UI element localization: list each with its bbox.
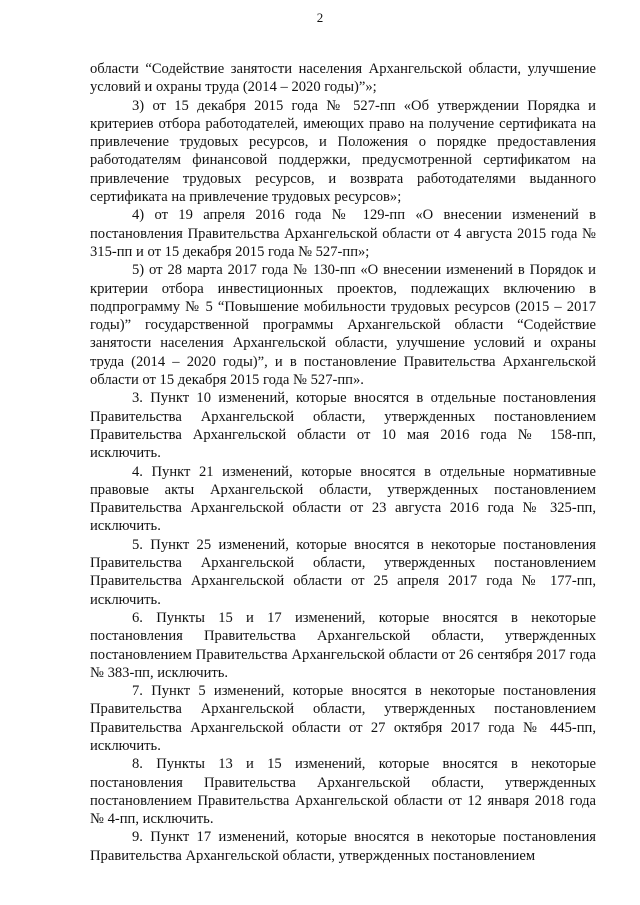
paragraph-point-5: 5. Пункт 25 изменений, которые вносятся в некоторые постановления Правительства Архангельской области, утвержденных постановлением Правительства Архангельской области от 25 апреля 2017 года № 177-пп, исключить.: [90, 536, 596, 608]
paragraph-point-3: 3. Пункт 10 изменений, которые вносятся в отдельные постановления Правительства Архангельской области, утвержденных постановлением Правительства Архангельской области от 10 мая 2016 года № 158-пп, исключить.: [90, 390, 596, 462]
paragraph-item-3: 3) от 15 декабря 2015 года № 527-пп «Об утверждении Порядка и критериев отбора работодателей, имеющих право на получение сертификата на привлечение трудовых ресурсов, и Положения о порядке предоставления работодателям финансовой поддержки, предусмотренной сертификатом на привлечение трудовых ресурсов, и возврата работодателями выданного сертификата на привлечение трудовых ресурсов»;: [90, 97, 596, 206]
paragraph-item-5: 5) от 28 марта 2017 года № 130-пп «О внесении изменений в Порядок и критерии отбора инвестиционных проектов, подлежащих включению в подпрограмму № 5 “Повышение мобильности трудовых ресурсов (2015 – 2017 годы)” государственной программы Архангельской области “Содействие занятости населения Архангельской области, улучшение условий и охраны труда (2014 – 2020 годы)”, и в постановление Правительства Архангельской области от 15 декабря 2015 года № 527-пп».: [90, 262, 596, 389]
page-number: 2: [316, 10, 324, 25]
paragraph-point-8: 8. Пункты 13 и 15 изменений, которые вносятся в некоторые постановления Правительства Архангельской области, утвержденных постановлением Правительства Архангельской области от 12 января 2018 года № 4-пп, исключить.: [90, 756, 596, 828]
paragraph-point-7: 7. Пункт 5 изменений, которые вносятся в некоторые постановления Правительства Архангельской области, утвержденных постановлением Правительства Архангельской области от 27 октября 2017 года № 445-пп, исключить.: [90, 683, 596, 754]
paragraph-point-9: 9. Пункт 17 изменений, которые вносятся в некоторые постановления Правительства Архангельской области, утвержденных постановлением: [90, 829, 596, 864]
paragraph-point-6: 6. Пункты 15 и 17 изменений, которые вносятся в некоторые постановления Правительства Архангельской области, утвержденных постановлением Правительства Архангельской области от 26 сентября 2017 года № 383-пп, исключить.: [90, 609, 596, 681]
paragraph-continuation: области “Содействие занятости населения Архангельской области, улучшение условий и охраны труда (2014 – 2020 годы)”»;: [90, 61, 596, 96]
document-body: [90, 60, 596, 865]
paragraph-item-4: 4) от 19 апреля 2016 года № 129-пп «О внесении изменений в постановления Правительства Архангельской области от 4 августа 2015 года № 315-пп и от 15 декабря 2015 года № 527-пп»;: [90, 207, 596, 260]
paragraph-point-4: 4. Пункт 21 изменений, которые вносятся в отдельные нормативные правовые акты Архангельской области, утвержденных постановлением Правительства Архангельской области от 23 августа 2016 года № 325-пп, исключить.: [90, 463, 596, 535]
